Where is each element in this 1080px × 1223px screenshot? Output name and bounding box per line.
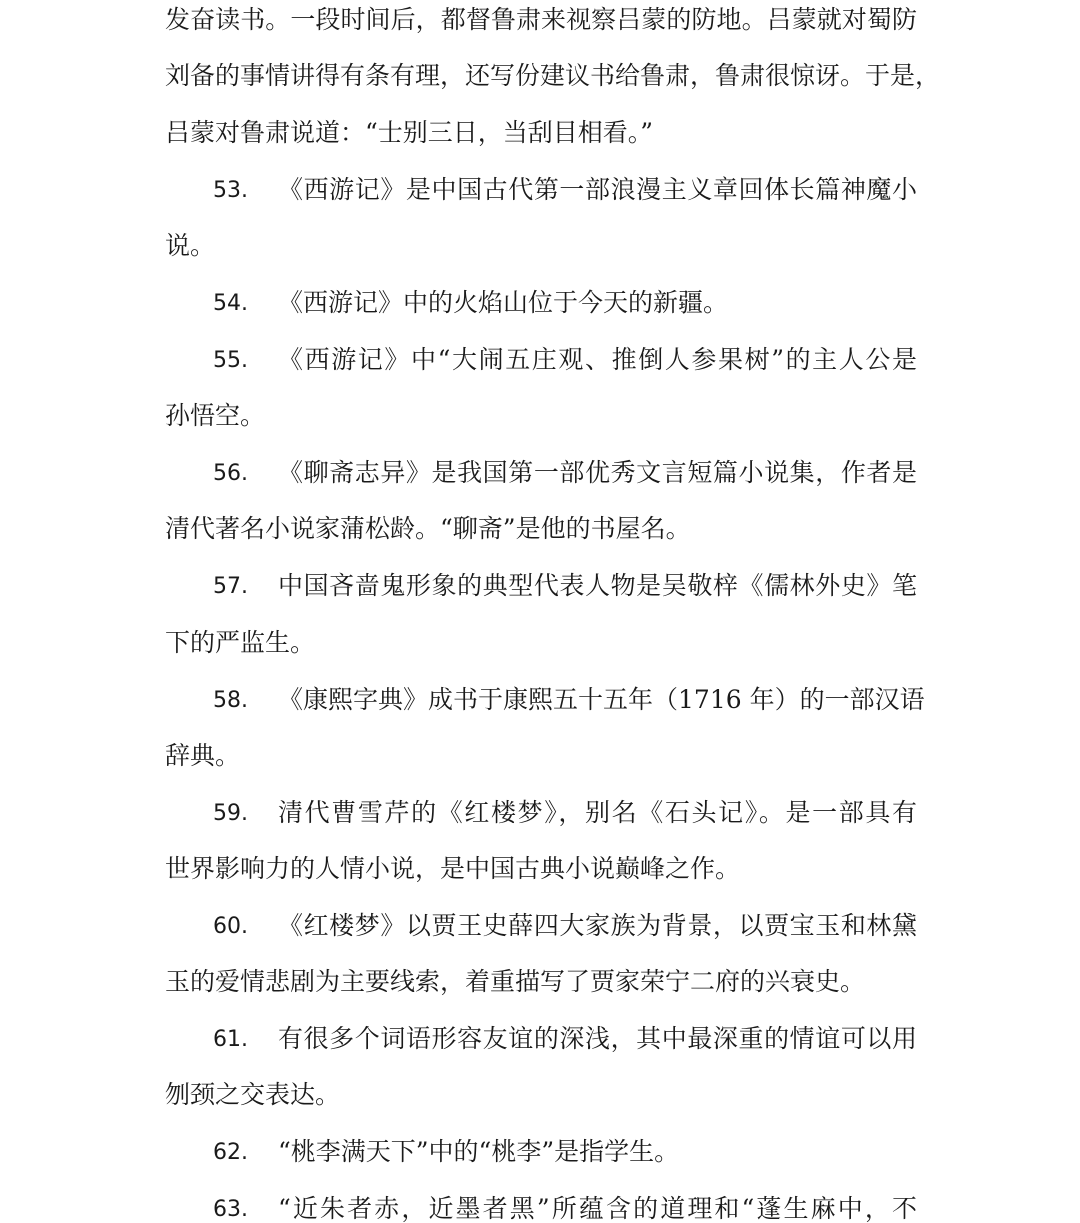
item-number: 63. — [213, 1197, 248, 1222]
item-text: 《西游记》是中国古代第一部浪漫主义章回体长篇神魔小 — [278, 175, 917, 204]
item-number: 59. — [213, 801, 248, 826]
item-text: 说。 — [165, 231, 216, 260]
item-text: 清代著名小说家蒲松龄。“聊斋”是他的书屋名。 — [165, 514, 691, 543]
item-text: 刎颈之交表达。 — [165, 1080, 341, 1109]
item-number: 60. — [213, 914, 248, 939]
item-number: 55. — [213, 348, 248, 373]
item-number: 57. — [213, 574, 248, 599]
item-number: 58. — [213, 688, 248, 713]
item-text: 世界影响力的人情小说，是中国古典小说巅峰之作。 — [165, 854, 741, 883]
item-text: 清代曹雪芹的《红楼梦》，别名《石头记》。是一部具有 — [278, 798, 917, 827]
item-text: 《西游记》中的火焰山位于今天的新疆。 — [278, 288, 729, 317]
item-text: 玉的爱情悲剧为主要线索，着重描写了贾家荣宁二府的兴衰史。 — [165, 967, 866, 996]
intro-line: 吕蒙对鲁肃说道：“士别三日，当刮目相看。” — [165, 118, 654, 147]
item-text: 《西游记》中“大闹五庄观、推倒人参果树”的主人公是 — [278, 345, 917, 374]
item-text: 孙悟空。 — [165, 401, 266, 430]
item-text: 有很多个词语形容友谊的深浅，其中最深重的情谊可以用 — [278, 1024, 917, 1053]
item-text: 下的严监生。 — [165, 628, 316, 657]
item-text: 中国吝啬鬼形象的典型代表人物是吴敬梓《儒林外史》笔 — [278, 571, 917, 600]
item-text: 《康熙字典》成书于康熙五十五年（1716 年）的一部汉语 — [278, 685, 925, 714]
item-text: “近朱者赤，近墨者黑”所蕴含的道理和“蓬生麻中，不 — [278, 1194, 917, 1223]
item-number: 56. — [213, 461, 248, 486]
item-text: 《红楼梦》以贾王史薛四大家族为背景，以贾宝玉和林黛 — [278, 911, 917, 940]
intro-line: 刘备的事情讲得有条有理，还写份建议书给鲁肃，鲁肃很惊讶。于是， — [165, 61, 941, 90]
intro-line: 发奋读书。一段时间后，都督鲁肃来视察吕蒙的防地。吕蒙就对蜀防 — [165, 5, 917, 34]
item-number: 54. — [213, 291, 248, 316]
item-text: 辞典。 — [165, 741, 241, 770]
item-number: 61. — [213, 1027, 248, 1052]
item-number: 62. — [213, 1140, 248, 1165]
item-text: “桃李满天下”中的“桃李”是指学生。 — [278, 1137, 680, 1166]
item-text: 《聊斋志异》是我国第一部优秀文言短篇小说集，作者是 — [278, 458, 917, 487]
item-number: 53. — [213, 178, 248, 203]
